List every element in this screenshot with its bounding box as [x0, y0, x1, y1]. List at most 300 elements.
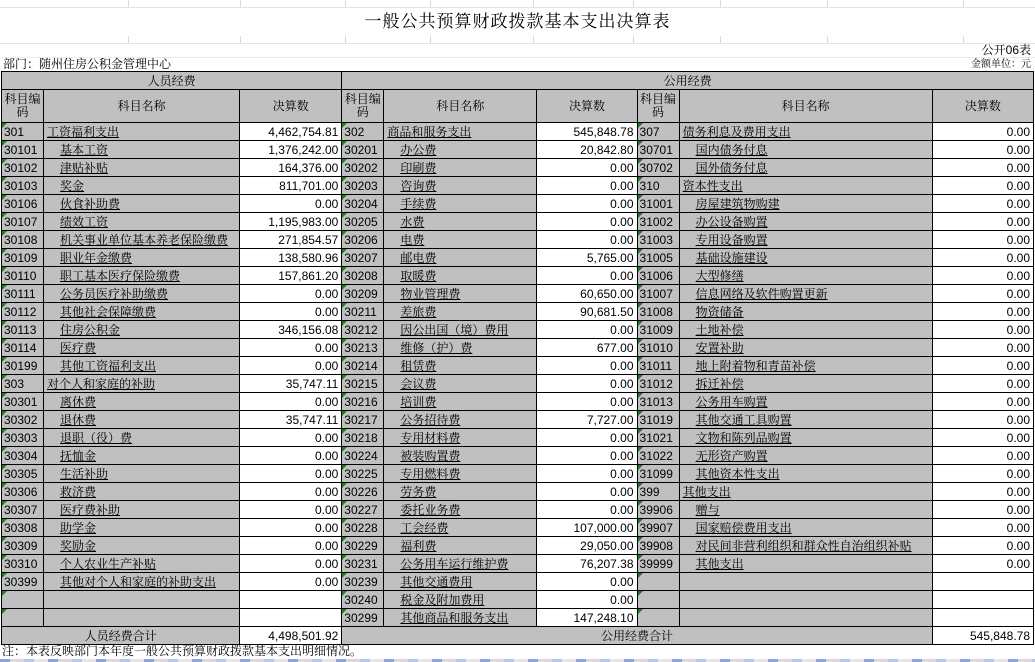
subject-code-cell[interactable]: 30308 [2, 519, 44, 537]
name-header-cell[interactable]: 科目名称 [384, 90, 537, 123]
subject-code-cell[interactable]: 30110 [2, 267, 44, 285]
amount-cell[interactable]: 0.00 [932, 393, 1033, 411]
amount-cell[interactable]: 164,376.00 [240, 159, 342, 177]
subject-code-cell[interactable]: 30202 [342, 159, 384, 177]
subject-code-cell[interactable]: 30201 [342, 141, 384, 159]
subject-name-cell[interactable] [44, 303, 240, 321]
subject-name-cell[interactable] [384, 519, 537, 537]
amount-cell[interactable]: 76,207.38 [537, 555, 637, 573]
subject-code-cell[interactable]: 30240 [342, 591, 384, 609]
code-header-cell[interactable]: 科目编码 [342, 90, 384, 123]
amount-cell[interactable]: 0.00 [932, 537, 1033, 555]
subject-name-cell[interactable] [679, 375, 932, 393]
subject-code-cell[interactable]: 30214 [342, 357, 384, 375]
amount-cell[interactable]: 0.00 [932, 429, 1033, 447]
subject-code-cell[interactable]: 31009 [637, 321, 679, 339]
subject-code-cell[interactable]: 301 [2, 123, 44, 141]
subject-code-cell[interactable]: 30303 [2, 429, 44, 447]
amount-cell[interactable]: 138,580.96 [240, 249, 342, 267]
amount-cell[interactable]: 0.00 [932, 231, 1033, 249]
subject-code-cell[interactable]: 30702 [637, 159, 679, 177]
subject-name-cell[interactable] [384, 141, 537, 159]
subject-name-cell[interactable] [679, 249, 932, 267]
value-header-cell[interactable]: 决算数 [932, 90, 1033, 123]
subject-name-cell[interactable] [384, 357, 537, 375]
cell-error-flag-icon [638, 501, 643, 506]
amount-cell[interactable]: 0.00 [932, 555, 1033, 573]
subject-code-cell[interactable]: 30108 [2, 231, 44, 249]
cell-error-flag-icon [342, 303, 347, 308]
amount-cell[interactable]: 0.00 [932, 141, 1033, 159]
amount-cell[interactable]: 1,376,242.00 [240, 141, 342, 159]
subject-code-cell[interactable]: 30109 [2, 249, 44, 267]
amount-cell[interactable]: 0.00 [240, 195, 342, 213]
subject-name-cell[interactable] [384, 537, 537, 555]
subject-name-cell[interactable] [384, 231, 537, 249]
amount-cell[interactable]: 0.00 [537, 429, 637, 447]
amount-cell[interactable]: 0.00 [240, 555, 342, 573]
subject-code-cell[interactable]: 30299 [342, 609, 384, 627]
subject-name-cell[interactable] [679, 537, 932, 555]
subject-name-cell[interactable] [679, 123, 932, 141]
name-header-cell[interactable]: 科目名称 [679, 90, 932, 123]
subject-name-cell[interactable] [44, 591, 240, 609]
amount-cell[interactable]: 0.00 [932, 285, 1033, 303]
subject-name-cell[interactable] [384, 375, 537, 393]
cell-error-flag-icon [2, 375, 7, 380]
amount-cell[interactable]: 4,462,754.81 [240, 123, 342, 141]
subject-name-cell[interactable] [679, 177, 932, 195]
subject-name-cell[interactable] [679, 285, 932, 303]
table-row [2, 303, 1034, 321]
subject-name-cell[interactable] [44, 501, 240, 519]
subject-code-cell[interactable]: 30224 [342, 447, 384, 465]
subject-name-cell[interactable] [44, 573, 240, 591]
subject-code-cell[interactable]: 31008 [637, 303, 679, 321]
subject-name-cell[interactable] [44, 357, 240, 375]
amount-cell[interactable] [240, 609, 342, 627]
subject-name-cell[interactable] [44, 447, 240, 465]
subject-name-cell[interactable] [679, 429, 932, 447]
subject-name-label: 其他支出 [695, 557, 744, 571]
subject-name-cell[interactable] [384, 195, 537, 213]
amount-cell[interactable]: 0.00 [932, 501, 1033, 519]
subject-name-cell[interactable] [384, 447, 537, 465]
subject-code-cell[interactable]: 30306 [2, 483, 44, 501]
subject-name-cell[interactable] [679, 501, 932, 519]
amount-cell[interactable]: 35,747.11 [240, 375, 342, 393]
amount-cell[interactable]: 0.00 [537, 591, 637, 609]
amount-cell[interactable]: 0.00 [932, 123, 1033, 141]
subject-name-cell[interactable] [679, 303, 932, 321]
subject-name-label: 债务利息及费用支出 [682, 125, 791, 139]
amount-cell[interactable]: 0.00 [537, 195, 637, 213]
subject-name-cell[interactable] [44, 537, 240, 555]
subject-code-cell[interactable] [2, 609, 44, 627]
subject-name-label: 对民间非营利组织和群众性自治组织补贴 [695, 539, 912, 553]
subject-code-cell[interactable]: 30218 [342, 429, 384, 447]
amount-cell[interactable]: 0.00 [537, 447, 637, 465]
subject-name-cell[interactable] [44, 141, 240, 159]
table-row [2, 429, 1034, 447]
subject-name-cell[interactable] [679, 447, 932, 465]
subject-code-cell[interactable]: 399 [637, 483, 679, 501]
amount-cell[interactable]: 147,248.10 [537, 609, 637, 627]
cell-error-flag-icon [342, 177, 347, 182]
subject-code-cell[interactable]: 30103 [2, 177, 44, 195]
subject-name-cell[interactable] [679, 573, 932, 591]
subject-name-cell[interactable] [44, 159, 240, 177]
amount-cell[interactable]: 271,854.57 [240, 231, 342, 249]
subject-name-cell[interactable] [44, 123, 240, 141]
cell-error-flag-icon [342, 321, 347, 326]
subject-name-cell[interactable] [384, 339, 537, 357]
amount-cell[interactable]: 35,747.11 [240, 411, 342, 429]
subject-code-cell[interactable]: 31005 [637, 249, 679, 267]
subject-name-cell[interactable] [44, 429, 240, 447]
amount-cell[interactable]: 0.00 [932, 339, 1033, 357]
cell-error-flag-icon [638, 249, 643, 254]
subject-code-cell[interactable] [637, 573, 679, 591]
subject-code-cell[interactable]: 30239 [342, 573, 384, 591]
amount-cell[interactable]: 29,050.00 [537, 537, 637, 555]
subject-name-cell[interactable] [44, 231, 240, 249]
subject-name-cell[interactable] [384, 393, 537, 411]
subject-code-cell[interactable]: 310 [637, 177, 679, 195]
spreadsheet-top-gridline-strip [0, 0, 1035, 8]
subject-code-cell[interactable]: 31010 [637, 339, 679, 357]
subject-code-cell[interactable]: 31002 [637, 213, 679, 231]
budget-table [1, 71, 1034, 645]
amount-cell[interactable]: 0.00 [932, 195, 1033, 213]
subject-code-cell[interactable]: 30211 [342, 303, 384, 321]
amount-cell[interactable]: 0.00 [537, 375, 637, 393]
amount-cell[interactable]: 157,861.20 [240, 267, 342, 285]
cell-error-flag-icon [342, 501, 347, 506]
amount-cell[interactable]: 0.00 [932, 321, 1033, 339]
subject-code-cell[interactable]: 31011 [637, 357, 679, 375]
cell-error-flag-icon [2, 573, 7, 578]
subject-name-label: 奖励金 [60, 539, 97, 553]
amount-cell[interactable]: 60,650.00 [537, 285, 637, 303]
amount-cell[interactable]: 0.00 [932, 177, 1033, 195]
subject-name-cell[interactable] [679, 159, 932, 177]
personnel-total-label-cell[interactable]: 人员经费合计 [2, 627, 240, 645]
public-band-cell[interactable]: 公用经费 [342, 72, 1034, 90]
subject-name-cell[interactable] [384, 411, 537, 429]
subject-name-cell[interactable] [384, 609, 537, 627]
subject-name-cell[interactable] [679, 393, 932, 411]
subject-name-label: 公务用车运行维护费 [400, 557, 509, 571]
amount-cell[interactable]: 0.00 [932, 213, 1033, 231]
code-header-cell[interactable]: 科目编码 [2, 90, 44, 123]
subject-name-cell[interactable] [44, 465, 240, 483]
subject-code-cell[interactable]: 31022 [637, 447, 679, 465]
subject-name-cell[interactable] [384, 591, 537, 609]
subject-code-cell[interactable]: 30231 [342, 555, 384, 573]
amount-cell[interactable]: 0.00 [932, 447, 1033, 465]
subject-name-cell[interactable] [44, 609, 240, 627]
subject-name-label: 工资福利支出 [47, 125, 120, 139]
subject-name-cell[interactable] [384, 573, 537, 591]
amount-cell[interactable]: 0.00 [240, 447, 342, 465]
public-total-label-cell[interactable]: 公用经费合计 [342, 627, 932, 645]
amount-cell[interactable]: 0.00 [537, 501, 637, 519]
subject-code-cell[interactable]: 30310 [2, 555, 44, 573]
subject-name-cell[interactable] [384, 555, 537, 573]
subject-code-cell[interactable]: 30302 [2, 411, 44, 429]
amount-cell[interactable]: 0.00 [240, 285, 342, 303]
subject-name-cell[interactable] [44, 267, 240, 285]
subject-name-cell[interactable] [44, 195, 240, 213]
subject-name-cell[interactable] [679, 411, 932, 429]
subject-code-cell[interactable] [637, 591, 679, 609]
subject-name-cell[interactable] [679, 195, 932, 213]
subject-code-cell[interactable]: 39906 [637, 501, 679, 519]
subject-name-label: 福利费 [400, 539, 437, 553]
subject-code-cell[interactable] [2, 591, 44, 609]
cell-error-flag-icon [342, 267, 347, 272]
subject-name-cell[interactable] [679, 141, 932, 159]
subject-name-cell[interactable] [384, 501, 537, 519]
subject-code-cell[interactable]: 30111 [2, 285, 44, 303]
subject-name-cell[interactable] [384, 249, 537, 267]
subject-name-label: 物业管理费 [400, 287, 461, 301]
subject-name-cell[interactable] [44, 339, 240, 357]
amount-cell[interactable] [932, 609, 1033, 627]
subject-name-cell[interactable] [679, 213, 932, 231]
amount-cell[interactable]: 1,195,983.00 [240, 213, 342, 231]
subject-name-cell[interactable] [384, 177, 537, 195]
subject-name-cell[interactable] [384, 213, 537, 231]
subject-code-cell[interactable]: 303 [2, 375, 44, 393]
amount-cell[interactable]: 346,156.08 [240, 321, 342, 339]
subject-name-cell[interactable] [384, 465, 537, 483]
subject-name-cell[interactable] [384, 303, 537, 321]
subject-code-cell[interactable]: 31006 [637, 267, 679, 285]
cell-error-flag-icon [638, 519, 643, 524]
subject-code-cell[interactable]: 31019 [637, 411, 679, 429]
subject-name-cell[interactable] [679, 609, 932, 627]
subject-code-cell[interactable]: 31007 [637, 285, 679, 303]
subject-name-cell[interactable] [679, 321, 932, 339]
subject-name-label: 其他商品和服务支出 [400, 611, 509, 625]
amount-cell[interactable]: 0.00 [537, 465, 637, 483]
subject-name-cell[interactable] [44, 177, 240, 195]
subject-code-cell[interactable]: 30107 [2, 213, 44, 231]
subject-code-cell[interactable]: 30209 [342, 285, 384, 303]
subject-code-cell[interactable]: 30399 [2, 573, 44, 591]
amount-cell[interactable]: 0.00 [932, 357, 1033, 375]
amount-cell[interactable]: 0.00 [932, 375, 1033, 393]
personnel-total-value-cell[interactable]: 4,498,501.92 [240, 627, 342, 645]
subject-name-cell[interactable] [384, 123, 537, 141]
name-header-cell[interactable]: 科目名称 [44, 90, 240, 123]
amount-cell[interactable]: 0.00 [932, 411, 1033, 429]
amount-cell[interactable]: 0.00 [240, 303, 342, 321]
subject-code-cell[interactable]: 30204 [342, 195, 384, 213]
subject-name-cell[interactable] [44, 249, 240, 267]
amount-cell[interactable]: 545,848.78 [537, 123, 637, 141]
amount-cell[interactable]: 0.00 [537, 357, 637, 375]
table-row [2, 285, 1034, 303]
amount-cell[interactable] [932, 573, 1033, 591]
subject-code-cell[interactable]: 30217 [342, 411, 384, 429]
subject-name-cell[interactable] [44, 555, 240, 573]
amount-cell[interactable]: 7,727.00 [537, 411, 637, 429]
subject-code-cell[interactable]: 302 [342, 123, 384, 141]
subject-code-cell[interactable]: 30213 [342, 339, 384, 357]
subject-name-cell[interactable] [679, 231, 932, 249]
subject-code-cell[interactable]: 30102 [2, 159, 44, 177]
subject-name-cell[interactable] [679, 555, 932, 573]
personnel-band-cell[interactable]: 人员经费 [2, 72, 342, 90]
table-row [2, 249, 1034, 267]
subject-code-cell[interactable]: 31003 [637, 231, 679, 249]
subject-code-cell[interactable]: 31021 [637, 429, 679, 447]
subject-code-cell[interactable]: 30227 [342, 501, 384, 519]
subject-name-label: 其他资本性支出 [695, 467, 780, 481]
subject-name-cell[interactable] [384, 429, 537, 447]
subject-name-cell[interactable] [44, 375, 240, 393]
subject-name-cell[interactable] [679, 591, 932, 609]
cell-error-flag-icon [342, 573, 347, 578]
amount-cell[interactable]: 0.00 [537, 159, 637, 177]
subject-code-cell[interactable]: 30113 [2, 321, 44, 339]
subject-name-cell[interactable] [44, 519, 240, 537]
amount-cell[interactable]: 0.00 [537, 267, 637, 285]
subject-code-cell[interactable]: 30205 [342, 213, 384, 231]
subject-name-cell[interactable] [679, 267, 932, 285]
public-total-value-cell[interactable]: 545,848.78 [932, 627, 1033, 645]
amount-cell[interactable]: 5,765.00 [537, 249, 637, 267]
subject-code-cell[interactable]: 30229 [342, 537, 384, 555]
subject-name-cell[interactable] [679, 357, 932, 375]
subject-code-cell[interactable]: 30216 [342, 393, 384, 411]
amount-cell[interactable]: 0.00 [537, 321, 637, 339]
subject-code-cell[interactable]: 31012 [637, 375, 679, 393]
amount-cell[interactable] [932, 591, 1033, 609]
subject-code-cell[interactable]: 30215 [342, 375, 384, 393]
amount-cell[interactable]: 0.00 [240, 339, 342, 357]
subject-name-cell[interactable] [384, 267, 537, 285]
subject-code-cell[interactable]: 31013 [637, 393, 679, 411]
subject-name-cell[interactable] [679, 339, 932, 357]
amount-cell[interactable]: 0.00 [537, 483, 637, 501]
amount-cell[interactable]: 0.00 [932, 483, 1033, 501]
subject-name-cell[interactable] [384, 321, 537, 339]
amount-cell[interactable]: 0.00 [240, 357, 342, 375]
amount-cell[interactable]: 0.00 [537, 393, 637, 411]
amount-cell[interactable]: 0.00 [932, 267, 1033, 285]
subject-code-cell[interactable]: 30206 [342, 231, 384, 249]
amount-cell[interactable]: 0.00 [932, 519, 1033, 537]
amount-cell[interactable]: 0.00 [240, 501, 342, 519]
subject-name-cell[interactable] [679, 483, 932, 501]
amount-cell[interactable]: 0.00 [932, 303, 1033, 321]
amount-cell[interactable]: 0.00 [240, 393, 342, 411]
subject-name-cell[interactable] [384, 285, 537, 303]
amount-cell[interactable] [240, 591, 342, 609]
amount-cell[interactable]: 0.00 [537, 231, 637, 249]
amount-cell[interactable]: 20,842.80 [537, 141, 637, 159]
subject-code-cell[interactable]: 30225 [342, 465, 384, 483]
subject-code-cell[interactable]: 30212 [342, 321, 384, 339]
subject-code-cell[interactable]: 30228 [342, 519, 384, 537]
subject-code-cell[interactable]: 30226 [342, 483, 384, 501]
amount-cell[interactable]: 677.00 [537, 339, 637, 357]
subject-code-cell[interactable]: 30301 [2, 393, 44, 411]
subject-code-cell[interactable]: 30203 [342, 177, 384, 195]
subject-name-cell[interactable] [384, 483, 537, 501]
subject-code-cell[interactable]: 30101 [2, 141, 44, 159]
amount-cell[interactable]: 0.00 [932, 159, 1033, 177]
amount-cell[interactable]: 0.00 [932, 465, 1033, 483]
subject-code-cell[interactable]: 30207 [342, 249, 384, 267]
subject-code-cell[interactable]: 39908 [637, 537, 679, 555]
amount-cell[interactable]: 0.00 [932, 249, 1033, 267]
amount-cell[interactable]: 0.00 [537, 177, 637, 195]
subject-code-cell[interactable]: 31001 [637, 195, 679, 213]
amount-cell[interactable]: 0.00 [240, 429, 342, 447]
code-header-cell[interactable]: 科目编码 [637, 90, 679, 123]
subject-code-cell[interactable]: 30208 [342, 267, 384, 285]
subject-code-cell[interactable]: 30307 [2, 501, 44, 519]
amount-cell[interactable]: 107,000.00 [537, 519, 637, 537]
amount-cell[interactable]: 0.00 [240, 483, 342, 501]
subject-name-label: 退职（役）费 [60, 431, 133, 445]
amount-cell[interactable]: 0.00 [240, 537, 342, 555]
subject-name-label: 津贴补贴 [60, 161, 109, 175]
subject-name-label: 对个人和家庭的补助 [47, 377, 156, 391]
subject-code-cell[interactable]: 30106 [2, 195, 44, 213]
subject-name-cell[interactable] [384, 159, 537, 177]
subject-code-cell[interactable]: 30309 [2, 537, 44, 555]
table-row [2, 195, 1034, 213]
subject-name-cell[interactable] [679, 519, 932, 537]
subject-code-cell[interactable]: 30305 [2, 465, 44, 483]
amount-cell[interactable]: 0.00 [240, 465, 342, 483]
subject-name-cell[interactable] [44, 483, 240, 501]
subject-code-cell[interactable]: 39907 [637, 519, 679, 537]
value-header-cell[interactable]: 决算数 [537, 90, 637, 123]
subject-name-cell[interactable] [44, 393, 240, 411]
subject-code-cell[interactable] [637, 609, 679, 627]
subject-code-cell[interactable]: 30304 [2, 447, 44, 465]
amount-cell[interactable]: 811,701.00 [240, 177, 342, 195]
amount-cell[interactable]: 0.00 [537, 213, 637, 231]
amount-cell[interactable]: 90,681.50 [537, 303, 637, 321]
amount-cell[interactable]: 0.00 [537, 573, 637, 591]
value-header-cell[interactable]: 决算数 [240, 90, 342, 123]
subject-name-cell[interactable] [679, 465, 932, 483]
subject-code-cell[interactable]: 39999 [637, 555, 679, 573]
subject-name-cell[interactable] [44, 213, 240, 231]
subject-name-cell[interactable] [44, 285, 240, 303]
amount-cell[interactable]: 0.00 [240, 573, 342, 591]
subject-code-cell[interactable]: 31099 [637, 465, 679, 483]
subject-name-label: 因公出国（境）费用 [400, 323, 509, 337]
subject-code-cell[interactable]: 30701 [637, 141, 679, 159]
subject-name-cell[interactable] [44, 411, 240, 429]
amount-cell[interactable]: 0.00 [240, 519, 342, 537]
subject-code-cell[interactable]: 30112 [2, 303, 44, 321]
subject-code-cell[interactable]: 30114 [2, 339, 44, 357]
subject-code-cell[interactable]: 30199 [2, 357, 44, 375]
cell-error-flag-icon [342, 159, 347, 164]
subject-name-cell[interactable] [44, 321, 240, 339]
subject-code-cell[interactable]: 307 [637, 123, 679, 141]
